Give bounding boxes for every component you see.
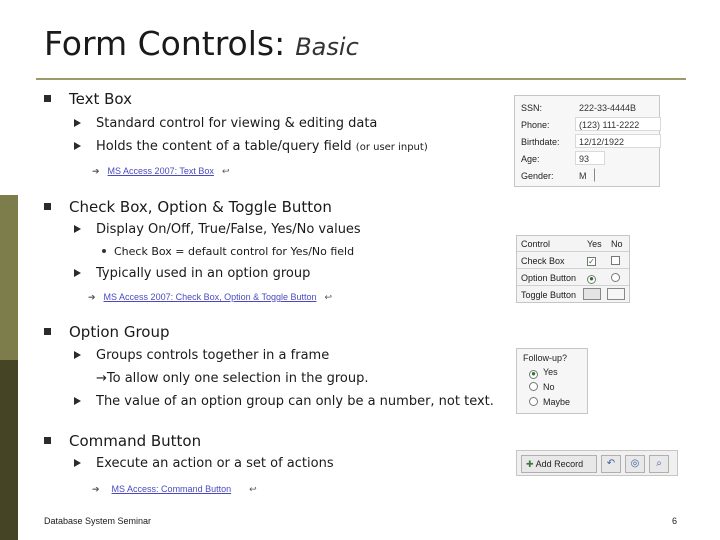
arrow-bullet-icon [74, 397, 81, 405]
checkbox-row: Check Box ✓ [517, 253, 629, 269]
birthdate-field[interactable]: 12/12/1922 [575, 134, 661, 148]
check-yes-checkbox[interactable]: ✓ [588, 257, 595, 266]
bullet-option-group: Option Group [44, 323, 170, 341]
text-box-link[interactable]: MS Access 2007: Text Box [107, 166, 214, 176]
bullet-command-button: Command Button [44, 432, 201, 450]
title-divider [36, 78, 686, 80]
nav-arrow-icon: ➔ [92, 166, 100, 176]
side-bar-bottom [0, 360, 18, 540]
side-bar-middle [0, 195, 18, 360]
option-yes[interactable]: ● Yes [529, 367, 558, 379]
square-bullet-icon [44, 328, 51, 335]
option-group-point-1: Groups controls together in a frame [74, 348, 329, 363]
title-sub: Basic [295, 33, 359, 61]
arrow-bullet-icon [74, 225, 81, 233]
gender-field[interactable]: M [575, 168, 595, 182]
command-button-point-1: Execute an action or a set of actions [74, 456, 334, 471]
toggle-row: Toggle Button [517, 287, 629, 303]
return-arrow-icon: ↩ [324, 292, 333, 302]
title-main: Form Controls: [44, 24, 286, 63]
toggle-yes-button[interactable] [583, 288, 601, 300]
add-record-icon: ✚ [526, 459, 534, 469]
toggle-no-button[interactable] [607, 288, 625, 300]
return-arrow-icon: ↩ [221, 166, 230, 176]
side-bar-top [0, 0, 18, 195]
ssn-field[interactable]: 222-33-4444B [579, 103, 637, 113]
check-no-checkbox[interactable] [611, 256, 620, 265]
command-button-link-row [84, 484, 265, 495]
arrow-bullet-icon [74, 119, 81, 127]
binoculars-icon: ◎ [630, 458, 640, 469]
age-field[interactable]: 93 [575, 151, 605, 165]
page-number: 6 [672, 516, 678, 526]
search-button[interactable] [649, 455, 669, 473]
option-group-legend: Follow-up? [523, 353, 568, 363]
arrow-bullet-icon [74, 459, 81, 467]
option-row: Option Button ● [517, 270, 629, 286]
option-maybe[interactable]: Maybe [529, 397, 570, 407]
search-icon: ⌕ [656, 458, 662, 469]
arrow-bullet-icon [74, 269, 81, 277]
nav-arrow-icon: ➔ [88, 292, 96, 302]
radio-icon [529, 397, 538, 406]
option-yes-radio[interactable]: ● [587, 275, 596, 284]
bullet-text-box: Text Box [44, 90, 132, 108]
check-box-point-1: Display On/Off, True/False, Yes/No values [74, 222, 361, 237]
footer-seminar: Database System Seminar [44, 516, 152, 526]
text-box-link-row [84, 166, 237, 177]
square-bullet-icon [44, 437, 51, 444]
find-button[interactable] [625, 455, 645, 473]
arrow-bullet-icon [74, 351, 81, 359]
nav-arrow-icon: ➔ [92, 484, 100, 494]
checkbox-header-row: Control Yes No [517, 236, 629, 252]
radio-icon [529, 382, 538, 391]
text-box-note: (or user input) [355, 142, 428, 153]
bullet-check-box: Check Box, Option & Toggle Button [44, 198, 332, 216]
text-box-point-1: Standard control for viewing & editing data [74, 116, 377, 131]
check-box-point-2: Typically used in an option group [74, 266, 310, 281]
undo-button[interactable] [601, 455, 621, 473]
option-no[interactable]: No [529, 382, 555, 392]
radio-selected-icon: ● [529, 370, 538, 379]
textbox-screenshot: SSN: 222-33-4444B Phone: (123) 111-2222 Birthdate: 12/12/1922 Age: 93 Gender: M [514, 95, 660, 187]
square-bullet-icon [44, 95, 51, 102]
option-no-radio[interactable] [611, 273, 620, 282]
command-button-screenshot [516, 450, 678, 476]
add-record-button[interactable]: ✚ Add Record [521, 455, 597, 473]
option-group-point-3: The value of an option group can only be a number, not text. [74, 394, 494, 409]
check-box-link-row [80, 292, 340, 303]
text-box-point-2: Holds the content of a table/query field (or user input) [74, 139, 428, 154]
undo-icon: ↶ [606, 458, 616, 469]
command-button-link[interactable]: MS Access: Command Button [111, 484, 232, 494]
phone-field[interactable]: (123) 111-2222 [575, 117, 661, 131]
option-group-screenshot [516, 348, 588, 414]
return-arrow-icon: ↩ [249, 484, 257, 494]
arrow-bullet-icon [74, 142, 81, 150]
check-box-link[interactable]: MS Access 2007: Check Box, Option & Toggle Button [103, 292, 317, 302]
dot-bullet-icon [102, 249, 106, 253]
check-box-dot-point: Check Box = default control for Yes/No field [102, 245, 354, 258]
slide-title [44, 24, 359, 63]
square-bullet-icon [44, 203, 51, 210]
option-group-point-2: →To allow only one selection in the group. [96, 371, 369, 386]
checkbox-screenshot [516, 235, 630, 303]
